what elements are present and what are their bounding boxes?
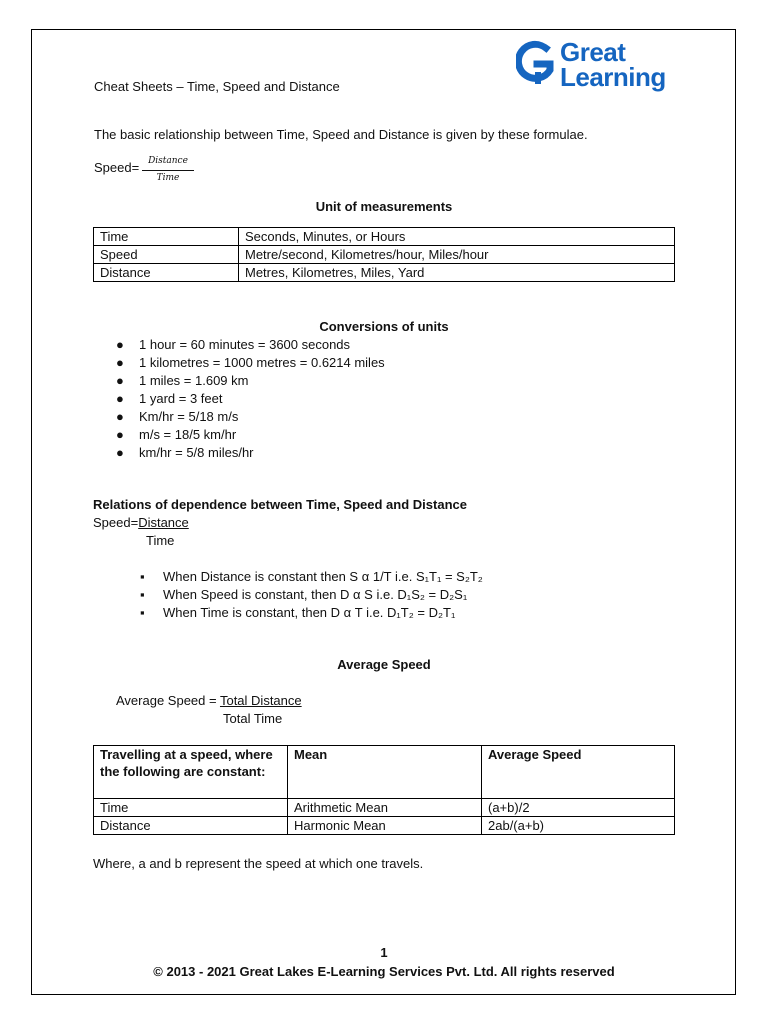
list-item — [93, 390, 385, 408]
bullet-icon: ● — [116, 409, 124, 424]
table-cell: Distance — [94, 817, 288, 835]
list-item-text: When Distance is constant then S α 1/T i.e. S₁T₁ = S₂T₂ — [163, 569, 483, 584]
relations-list — [117, 568, 483, 622]
list-item-text: Km/hr = 5/18 m/s — [139, 409, 239, 424]
list-item-text: m/s = 18/5 km/hr — [139, 427, 237, 442]
logo-wordmark — [560, 37, 666, 92]
great-learning-g-icon — [516, 40, 556, 88]
intro-text: The basic relationship between Time, Speed and Distance is given by these formulae. — [94, 127, 588, 142]
speed-formula-numerator: Distance — [142, 154, 194, 171]
square-bullet-icon: ▪ — [140, 605, 145, 620]
list-item-text: 1 hour = 60 minutes = 3600 seconds — [139, 337, 351, 352]
table-header-row — [94, 746, 675, 799]
speed-formula-denominator: Time — [156, 173, 180, 183]
table-cell: Time — [94, 799, 288, 817]
list-item-text: When Time is constant, then D α T i.e. D₁T₂ = D₂T₁ — [163, 605, 456, 620]
table-row — [94, 264, 675, 282]
table-row — [94, 817, 675, 835]
list-item-text: km/hr = 5/8 miles/hr — [139, 445, 254, 460]
list-item — [117, 586, 483, 604]
relations-speed-formula — [93, 515, 189, 530]
table-header-cell: Average Speed — [482, 746, 675, 799]
bullet-icon: ● — [116, 373, 124, 388]
page-title: Cheat Sheets – Time, Speed and Distance — [94, 79, 340, 94]
square-bullet-icon: ▪ — [140, 569, 145, 584]
relations-heading: Relations of dependence between Time, Speed and Distance — [93, 497, 467, 512]
table-cell: Arithmetic Mean — [288, 799, 482, 817]
list-item — [93, 372, 385, 390]
average-formula-label: Average Speed = — [116, 693, 220, 708]
table-cell: (a+b)/2 — [482, 799, 675, 817]
page-number: 1 — [380, 945, 388, 960]
bullet-icon: ● — [116, 427, 124, 442]
table-cell: Harmonic Mean — [288, 817, 482, 835]
list-item-text: 1 yard = 3 feet — [139, 391, 223, 406]
list-item-text: 1 miles = 1.609 km — [139, 373, 249, 388]
table-cell: Speed — [94, 246, 239, 264]
list-item — [93, 426, 385, 444]
table-row — [94, 228, 675, 246]
conversions-list — [93, 336, 385, 462]
average-table — [93, 745, 675, 835]
logo-line1: Great — [560, 37, 626, 67]
list-item — [117, 568, 483, 586]
copyright: © 2013 - 2021 Great Lakes E-Learning Services Pvt. Ltd. All rights reserved — [153, 964, 615, 979]
average-heading: Average Speed — [337, 657, 431, 672]
units-table — [93, 227, 675, 282]
table-row — [94, 246, 675, 264]
square-bullet-icon: ▪ — [140, 587, 145, 602]
bullet-icon: ● — [116, 355, 124, 370]
average-note: Where, a and b represent the speed at which one travels. — [93, 856, 424, 871]
conversions-heading: Conversions of units — [319, 319, 449, 334]
bullet-icon: ● — [116, 337, 124, 352]
table-header-cell: Travelling at a speed, where the following are constant: — [94, 746, 288, 799]
list-item-text: 1 kilometres = 1000 metres = 0.6214 miles — [139, 355, 385, 370]
relations-speed-denominator: Time — [146, 533, 175, 548]
list-item — [93, 444, 385, 462]
great-learning-logo — [516, 37, 676, 96]
table-cell: Seconds, Minutes, or Hours — [239, 228, 675, 246]
list-item — [117, 604, 483, 622]
table-row — [94, 799, 675, 817]
average-formula-denominator: Total Time — [223, 711, 283, 726]
logo-line2: Learning — [560, 62, 666, 92]
speed-formula-fraction — [142, 154, 194, 186]
list-item-text: When Speed is constant, then D α S i.e. D₁S₂ = D₂S₁ — [163, 587, 468, 602]
table-cell: Metres, Kilometres, Miles, Yard — [239, 264, 675, 282]
table-header-cell: Mean — [288, 746, 482, 799]
table-cell: Distance — [94, 264, 239, 282]
units-heading: Unit of measurements — [315, 199, 453, 214]
table-cell: Metre/second, Kilometres/hour, Miles/hour — [239, 246, 675, 264]
relations-speed-label: Speed= — [93, 515, 139, 530]
list-item — [93, 336, 385, 354]
bullet-icon: ● — [116, 445, 124, 460]
speed-formula-label: Speed= — [94, 160, 140, 175]
table-cell: 2ab/(a+b) — [482, 817, 675, 835]
average-formula — [116, 693, 302, 708]
table-cell: Time — [94, 228, 239, 246]
average-formula-numerator: Total Distance — [219, 693, 302, 708]
bullet-icon: ● — [116, 391, 124, 406]
list-item — [93, 354, 385, 372]
list-item — [93, 408, 385, 426]
relations-speed-numerator: Distance — [138, 515, 189, 530]
